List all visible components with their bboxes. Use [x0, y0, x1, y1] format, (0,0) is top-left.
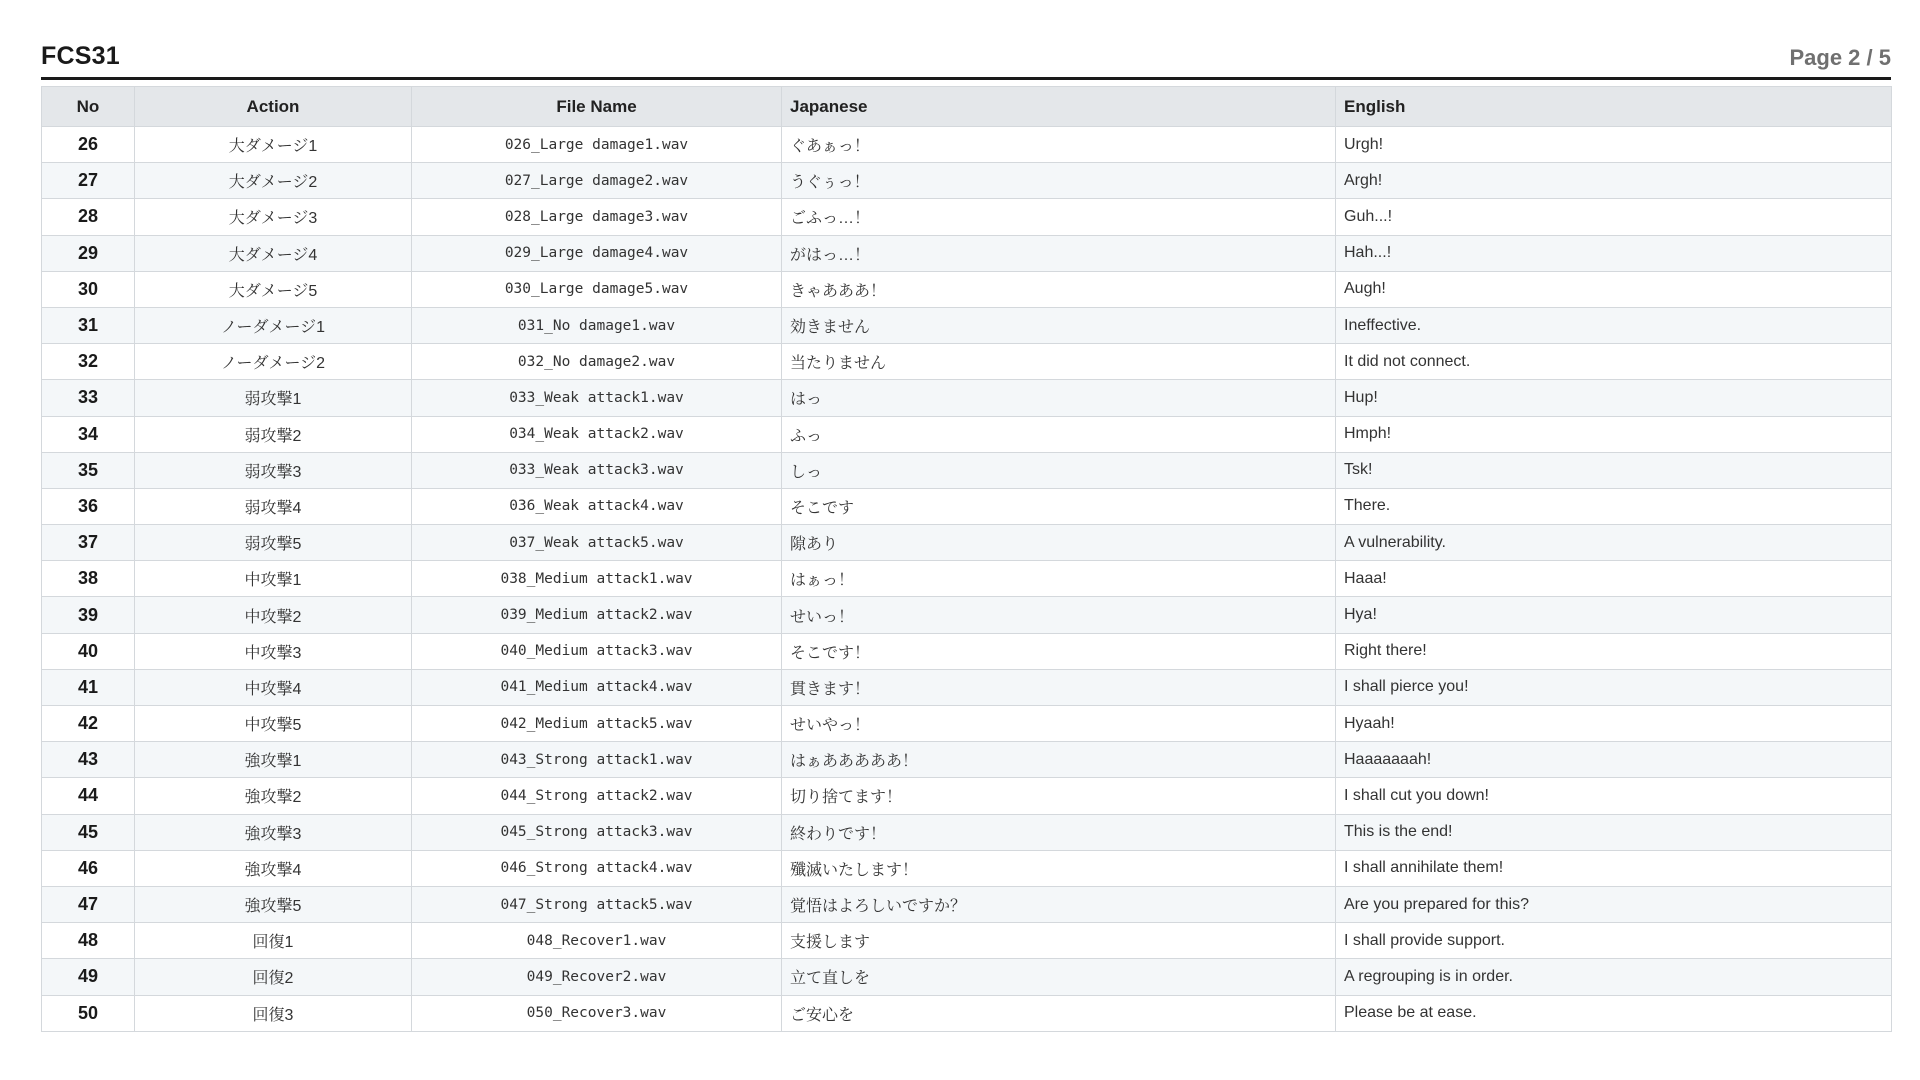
cell-action: 強攻撃1 — [135, 742, 412, 778]
table-row — [42, 778, 1892, 814]
cell-japanese: そこです！ — [782, 633, 1336, 669]
cell-japanese: 切り捨てます！ — [782, 778, 1336, 814]
cell-file-name: 029_Large damage4.wav — [412, 235, 782, 271]
cell-english: Haaa! — [1336, 561, 1892, 597]
cell-action: 中攻撃4 — [135, 669, 412, 705]
cell-english: Hmph! — [1336, 416, 1892, 452]
table-row — [42, 742, 1892, 778]
table-row — [42, 561, 1892, 597]
cell-action: 大ダメージ3 — [135, 199, 412, 235]
cell-file-name: 036_Weak attack4.wav — [412, 488, 782, 524]
cell-no: 43 — [42, 742, 135, 778]
cell-action: 大ダメージ1 — [135, 127, 412, 163]
cell-english: Augh! — [1336, 271, 1892, 307]
cell-english: I shall cut you down! — [1336, 778, 1892, 814]
cell-english: I shall pierce you! — [1336, 669, 1892, 705]
cell-no: 30 — [42, 271, 135, 307]
cell-no: 31 — [42, 307, 135, 343]
cell-no: 33 — [42, 380, 135, 416]
cell-japanese: がはっ…！ — [782, 235, 1336, 271]
cell-no: 26 — [42, 127, 135, 163]
table-row — [42, 959, 1892, 995]
table-row — [42, 995, 1892, 1031]
cell-action: ノーダメージ1 — [135, 307, 412, 343]
cell-action: 中攻撃1 — [135, 561, 412, 597]
cell-english: Ineffective. — [1336, 307, 1892, 343]
cell-action: 回復3 — [135, 995, 412, 1031]
cell-file-name: 026_Large damage1.wav — [412, 127, 782, 163]
table-row — [42, 127, 1892, 163]
cell-file-name: 034_Weak attack2.wav — [412, 416, 782, 452]
cell-japanese: ぐあぁっ！ — [782, 127, 1336, 163]
table-header-row — [42, 87, 1892, 127]
cell-english: Hyaah! — [1336, 706, 1892, 742]
cell-japanese: うぐぅっ！ — [782, 163, 1336, 199]
cell-english: Hup! — [1336, 380, 1892, 416]
cell-english: Hya! — [1336, 597, 1892, 633]
cell-action: ノーダメージ2 — [135, 344, 412, 380]
cell-action: 大ダメージ5 — [135, 271, 412, 307]
cell-japanese: しっ — [782, 452, 1336, 488]
column-header-file-name: File Name — [412, 87, 782, 127]
cell-file-name: 041_Medium attack4.wav — [412, 669, 782, 705]
cell-action: 弱攻撃2 — [135, 416, 412, 452]
cell-japanese: きゃあああ！ — [782, 271, 1336, 307]
cell-no: 40 — [42, 633, 135, 669]
cell-action: 強攻撃3 — [135, 814, 412, 850]
table-row — [42, 669, 1892, 705]
cell-no: 47 — [42, 886, 135, 922]
cell-action: 中攻撃3 — [135, 633, 412, 669]
table-row — [42, 706, 1892, 742]
cell-action: 大ダメージ4 — [135, 235, 412, 271]
cell-no: 46 — [42, 850, 135, 886]
cell-file-name: 044_Strong attack2.wav — [412, 778, 782, 814]
table-row — [42, 163, 1892, 199]
cell-japanese: はぁっ！ — [782, 561, 1336, 597]
cell-english: I shall provide support. — [1336, 923, 1892, 959]
cell-file-name: 040_Medium attack3.wav — [412, 633, 782, 669]
cell-action: 大ダメージ2 — [135, 163, 412, 199]
cell-file-name: 038_Medium attack1.wav — [412, 561, 782, 597]
cell-action: 中攻撃2 — [135, 597, 412, 633]
table-row — [42, 525, 1892, 561]
cell-no: 48 — [42, 923, 135, 959]
cell-no: 37 — [42, 525, 135, 561]
cell-japanese: 隙あり — [782, 525, 1336, 561]
cell-action: 弱攻撃3 — [135, 452, 412, 488]
cell-japanese: ふっ — [782, 416, 1336, 452]
table-row — [42, 235, 1892, 271]
cell-no: 35 — [42, 452, 135, 488]
cell-english: Are you prepared for this? — [1336, 886, 1892, 922]
cell-file-name: 028_Large damage3.wav — [412, 199, 782, 235]
cell-japanese: 殲滅いたします！ — [782, 850, 1336, 886]
cell-english: Guh...! — [1336, 199, 1892, 235]
cell-file-name: 046_Strong attack4.wav — [412, 850, 782, 886]
cell-english: Right there! — [1336, 633, 1892, 669]
cell-japanese: 当たりません — [782, 344, 1336, 380]
cell-no: 42 — [42, 706, 135, 742]
cell-file-name: 043_Strong attack1.wav — [412, 742, 782, 778]
column-header-english: English — [1336, 87, 1892, 127]
cell-file-name: 030_Large damage5.wav — [412, 271, 782, 307]
cell-japanese: せいっ！ — [782, 597, 1336, 633]
cell-japanese: はっ — [782, 380, 1336, 416]
cell-action: 強攻撃5 — [135, 886, 412, 922]
column-header-no: No — [42, 87, 135, 127]
cell-no: 44 — [42, 778, 135, 814]
table-row — [42, 886, 1892, 922]
cell-english: Urgh! — [1336, 127, 1892, 163]
cell-file-name: 049_Recover2.wav — [412, 959, 782, 995]
cell-file-name: 033_Weak attack1.wav — [412, 380, 782, 416]
cell-no: 49 — [42, 959, 135, 995]
cell-file-name: 048_Recover1.wav — [412, 923, 782, 959]
table-row — [42, 416, 1892, 452]
cell-file-name: 047_Strong attack5.wav — [412, 886, 782, 922]
cell-action: 回復2 — [135, 959, 412, 995]
cell-no: 38 — [42, 561, 135, 597]
cell-japanese: そこです — [782, 488, 1336, 524]
document-title: FCS31 — [41, 42, 120, 70]
table-row — [42, 199, 1892, 235]
table-row — [42, 597, 1892, 633]
page-indicator: Page 2 / 5 — [1789, 45, 1891, 70]
table-row — [42, 307, 1892, 343]
table-row — [42, 344, 1892, 380]
cell-no: 50 — [42, 995, 135, 1031]
table-body — [42, 127, 1892, 1032]
table-row — [42, 271, 1892, 307]
cell-action: 弱攻撃4 — [135, 488, 412, 524]
cell-file-name: 039_Medium attack2.wav — [412, 597, 782, 633]
cell-english: A regrouping is in order. — [1336, 959, 1892, 995]
cell-action: 中攻撃5 — [135, 706, 412, 742]
cell-japanese: 支援します — [782, 923, 1336, 959]
cell-no: 28 — [42, 199, 135, 235]
cell-file-name: 045_Strong attack3.wav — [412, 814, 782, 850]
page-header — [41, 40, 1891, 80]
cell-japanese: 覚悟はよろしいですか？ — [782, 886, 1336, 922]
cell-english: A vulnerability. — [1336, 525, 1892, 561]
column-header-action: Action — [135, 87, 412, 127]
cell-action: 弱攻撃1 — [135, 380, 412, 416]
table-row — [42, 633, 1892, 669]
cell-no: 27 — [42, 163, 135, 199]
cell-japanese: 貫きます！ — [782, 669, 1336, 705]
cell-japanese: ご安心を — [782, 995, 1336, 1031]
cell-english: Argh! — [1336, 163, 1892, 199]
cell-english: Please be at ease. — [1336, 995, 1892, 1031]
cell-file-name: 037_Weak attack5.wav — [412, 525, 782, 561]
cell-no: 29 — [42, 235, 135, 271]
cell-japanese: ごふっ…！ — [782, 199, 1336, 235]
cell-japanese: はぁあああああ！ — [782, 742, 1336, 778]
cell-file-name: 050_Recover3.wav — [412, 995, 782, 1031]
table-row — [42, 814, 1892, 850]
cell-file-name: 042_Medium attack5.wav — [412, 706, 782, 742]
cell-english: Haaaaaaah! — [1336, 742, 1892, 778]
cell-japanese: 効きません — [782, 307, 1336, 343]
cell-no: 45 — [42, 814, 135, 850]
voice-lines-table — [41, 86, 1892, 1032]
cell-no: 32 — [42, 344, 135, 380]
cell-english: Tsk! — [1336, 452, 1892, 488]
cell-japanese: 立て直しを — [782, 959, 1336, 995]
cell-file-name: 032_No damage2.wav — [412, 344, 782, 380]
cell-english: There. — [1336, 488, 1892, 524]
table-row — [42, 488, 1892, 524]
cell-no: 36 — [42, 488, 135, 524]
table-row — [42, 923, 1892, 959]
cell-english: Hah...! — [1336, 235, 1892, 271]
cell-no: 39 — [42, 597, 135, 633]
cell-action: 弱攻撃5 — [135, 525, 412, 561]
cell-english: This is the end! — [1336, 814, 1892, 850]
cell-action: 強攻撃4 — [135, 850, 412, 886]
cell-no: 34 — [42, 416, 135, 452]
cell-file-name: 027_Large damage2.wav — [412, 163, 782, 199]
table-row — [42, 380, 1892, 416]
table-row — [42, 452, 1892, 488]
cell-action: 強攻撃2 — [135, 778, 412, 814]
cell-file-name: 031_No damage1.wav — [412, 307, 782, 343]
cell-japanese: せいやっ！ — [782, 706, 1336, 742]
cell-japanese: 終わりです！ — [782, 814, 1336, 850]
cell-file-name: 033_Weak attack3.wav — [412, 452, 782, 488]
cell-action: 回復1 — [135, 923, 412, 959]
table-row — [42, 850, 1892, 886]
cell-english: I shall annihilate them! — [1336, 850, 1892, 886]
cell-english: It did not connect. — [1336, 344, 1892, 380]
cell-no: 41 — [42, 669, 135, 705]
column-header-japanese: Japanese — [782, 87, 1336, 127]
document-page — [41, 40, 1891, 1032]
